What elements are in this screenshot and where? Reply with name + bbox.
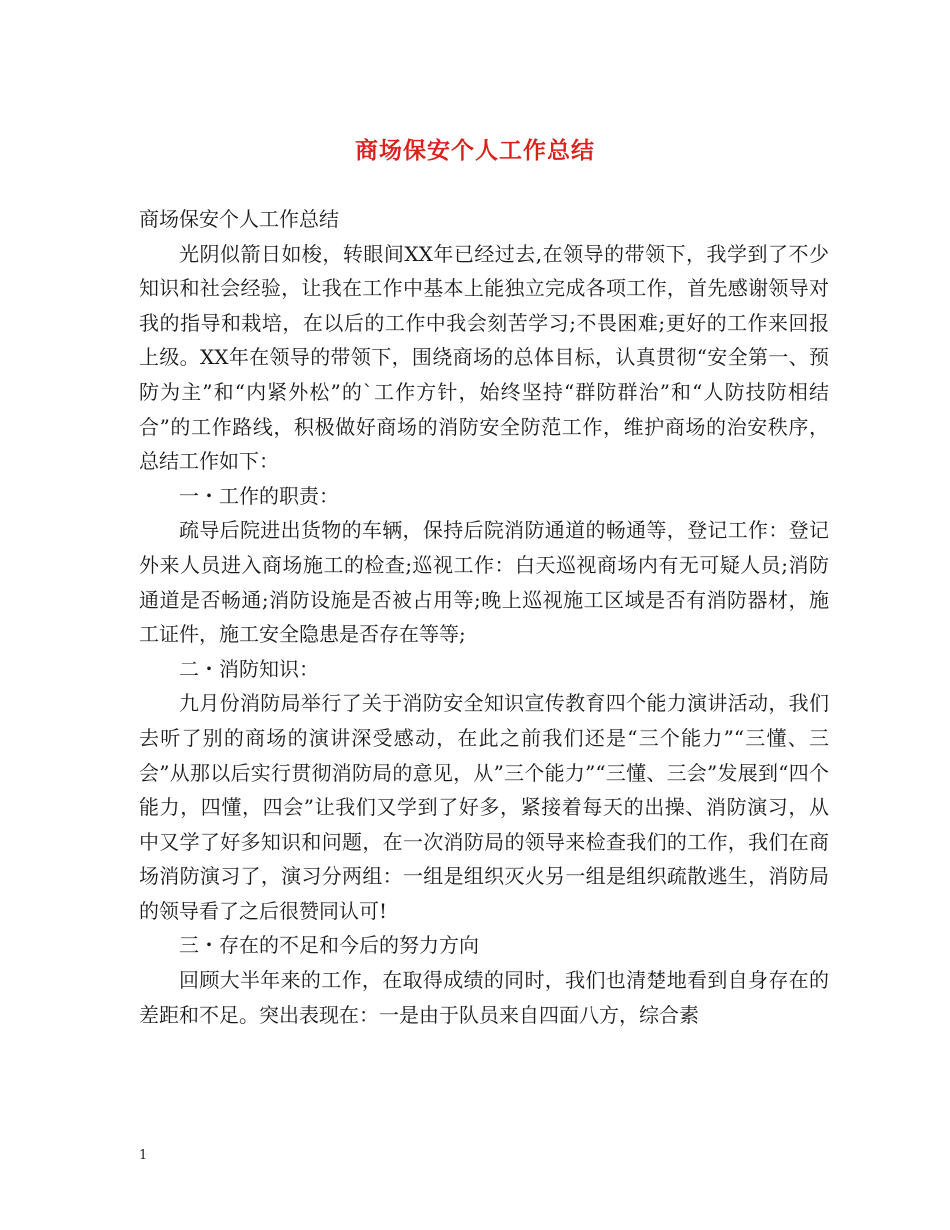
document-subtitle: 商场保安个人工作总结 (139, 207, 339, 231)
paragraph-intro: 光阴似箭日如梭，转眼间XX年已经过去,在领导的带领下，我学到了不少知识和社会经验，让我在工作中基本上能独立完成各项工作，首先感谢领导对我的指导和栽培，在以后的工作中我会刻苦学习;不畏困难;更好的工作来回报上级。XX年在领导的带领下，围绕商场的总体目标，认真贯彻“安全第一、预防为主”和“内紧外松”的`工作方针，始终坚持“群防群治”和“人防技防相结合”的工作路线，积极做好商场的消防安全防范工作，维护商场的治安秩序，总结工作如下： (139, 241, 829, 474)
paragraph-duties: 疏导后院进出货物的车辆，保持后院消防通道的畅通等，登记工作：登记外来人员进入商场施工的检查;巡视工作：白天巡视商场内有无可疑人员;消防通道是否畅通;消防设施是否被占用等;晚上巡视施工区域是否有消防器材，施工证件，施工安全隐患是否存在等等; (139, 518, 829, 647)
section-heading-shortcomings: 三・存在的不足和今后的努力方向 (179, 933, 479, 958)
page-number: 1 (139, 1148, 148, 1163)
paragraph-fire-knowledge: 九月份消防局举行了关于消防安全知识宣传教育四个能力演讲活动，我们去听了别的商场的演讲深受感动，在此之前我们还是“三个能力”“三懂、三会”从那以后实行贯彻消防局的意见，从”三个能力”“三懂、三会”发展到“四个能力，四懂，四会”让我们又学到了好多，紧接着每天的出操、消防演习，从中又学了好多知识和问题，在一次消防局的领导来检查我们的工作，我们在商场消防演习了，演习分两组：一组是组织灭火另一组是组织疏散逃生，消防局的领导看了之后很赞同认可! (139, 691, 829, 923)
document-body (139, 202, 829, 1032)
section-heading-fire-knowledge: 二・消防知识： (179, 656, 319, 681)
document-title: 商场保安个人工作总结 (355, 137, 595, 164)
section-heading-duties: 一・工作的职责： (179, 483, 339, 508)
paragraph-review: 回顾大半年来的工作，在取得成绩的同时，我们也清楚地看到自身存在的差距和不足。突出表现在：一是由于队员来自四面八方，综合素 (139, 968, 829, 1027)
